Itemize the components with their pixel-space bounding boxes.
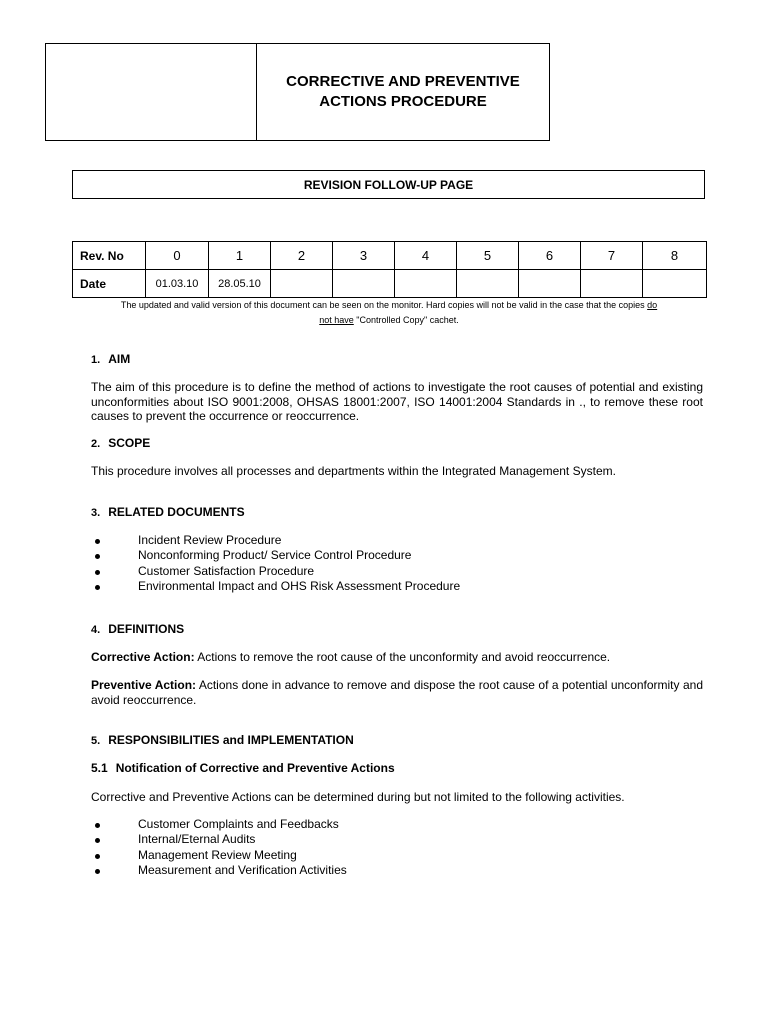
rev-number-cell: 7 — [581, 242, 643, 270]
revision-note — [72, 298, 706, 328]
rev-number-cell: 2 — [271, 242, 333, 270]
section-heading-scope — [91, 436, 150, 450]
list-item-text: Customer Satisfaction Procedure — [138, 563, 315, 578]
bullet-icon — [95, 854, 100, 859]
rev-date-cell: 01.03.10 — [146, 270, 209, 298]
section-heading-responsibilities — [91, 733, 354, 747]
activities-list — [91, 817, 347, 878]
rev-number-cell: 6 — [519, 242, 581, 270]
corrective-definition — [91, 650, 703, 665]
bullet-icon — [95, 570, 100, 575]
bullet-icon — [95, 585, 100, 590]
section-title: AIM — [108, 352, 131, 366]
list-item — [91, 848, 347, 863]
list-item-text: Incident Review Procedure — [138, 533, 282, 547]
definition-term: Corrective Action: — [91, 650, 195, 664]
section-number: 1. — [91, 354, 101, 366]
aim-paragraph: The aim of this procedure is to define the method of actions to investigate the root causes of potential and existing unconformities about ISO 9001:2008, OHSAS 18001:2007, ISO 14001:2004 Standards in ., to remove these root causes to prevent the occurrence or reoccurrence. — [91, 380, 703, 423]
preventive-definition — [91, 678, 703, 707]
note-text-2: "Controlled Copy" cachet. — [353, 315, 459, 325]
section-heading-aim — [91, 352, 130, 366]
rev-date-cell — [519, 270, 581, 298]
note-text-1: The updated and valid version of this document can be seen on the monitor. Hard copies will not be valid in the case that the copies — [120, 300, 648, 310]
bullet-icon — [95, 539, 100, 544]
list-item-text: Nonconforming Product/ Service Control Procedure — [138, 548, 412, 563]
revision-table — [72, 241, 707, 298]
note-underline-1: do — [647, 300, 658, 310]
list-item-text: Customer Complaints and Feedbacks — [138, 817, 339, 831]
subsection-number: 5.1 — [91, 761, 108, 775]
section-title: SCOPE — [108, 436, 151, 450]
rev-number-cell: 1 — [209, 242, 271, 270]
section-title: RESPONSIBILITIES and IMPLEMENTATION — [108, 733, 354, 747]
list-item — [91, 548, 460, 563]
list-item-text: Environmental Impact and OHS Risk Assessment Procedure — [138, 578, 461, 593]
rev-number-cell: 8 — [643, 242, 707, 270]
rev-date-cell: 28.05.10 — [209, 270, 271, 298]
rev-date-cell — [643, 270, 707, 298]
list-item — [91, 533, 460, 548]
bullet-icon — [95, 554, 100, 559]
rev-date-cell — [271, 270, 333, 298]
rev-date-cell — [457, 270, 519, 298]
list-item — [91, 579, 460, 594]
responsibilities-paragraph: Corrective and Preventive Actions can be determined during but not limited to the following activities. — [91, 790, 625, 804]
list-item-text: Measurement and Verification Activities — [138, 862, 347, 877]
date-row — [73, 270, 707, 298]
rev-date-cell — [581, 270, 643, 298]
logo-placeholder — [46, 44, 257, 140]
rev-label: Rev. No — [73, 242, 146, 270]
rev-date-cell — [333, 270, 395, 298]
note-underline-2: not have — [319, 315, 354, 325]
section-number: 4. — [91, 624, 101, 636]
list-item-text: Management Review Meeting — [138, 847, 297, 862]
revision-title: REVISION FOLLOW-UP PAGE — [72, 170, 705, 199]
definition-term: Preventive Action: — [91, 678, 197, 692]
date-label: Date — [73, 270, 146, 298]
section-title: RELATED DOCUMENTS — [108, 505, 245, 519]
section-number: 3. — [91, 507, 101, 519]
list-item — [91, 817, 347, 832]
definition-text: Actions to remove the root cause of the unconformity and avoid reoccurrence. — [194, 650, 611, 664]
section-number: 5. — [91, 735, 101, 747]
section-heading-definitions — [91, 622, 184, 636]
document-title — [257, 44, 549, 140]
subsection-heading — [91, 761, 395, 775]
section-title: DEFINITIONS — [108, 622, 185, 636]
list-item — [91, 863, 347, 878]
rev-number-cell: 4 — [395, 242, 457, 270]
list-item — [91, 832, 347, 847]
bullet-icon — [95, 869, 100, 874]
subsection-title: Notification of Corrective and Preventive Actions — [115, 761, 395, 775]
section-number: 2. — [91, 438, 101, 450]
bullet-icon — [95, 838, 100, 843]
related-documents-list — [91, 533, 460, 594]
title-line-2: ACTIONS PROCEDURE — [319, 93, 487, 110]
rev-date-cell — [395, 270, 457, 298]
list-item-text: Internal/Eternal Audits — [138, 832, 256, 847]
rev-number-cell: 5 — [457, 242, 519, 270]
rev-number-cell: 3 — [333, 242, 395, 270]
document-header — [45, 43, 550, 141]
list-item — [91, 564, 460, 579]
bullet-icon — [95, 823, 100, 828]
rev-number-cell: 0 — [146, 242, 209, 270]
definition-text: Actions done in advance to remove and dispose the root cause of a potential unconformity and avoid reoccurrence. — [91, 678, 703, 707]
title-line-1: CORRECTIVE AND PREVENTIVE — [286, 73, 520, 90]
scope-paragraph: This procedure involves all processes and departments within the Integrated Management System. — [91, 464, 616, 478]
section-heading-related — [91, 505, 245, 519]
rev-row — [73, 242, 707, 270]
